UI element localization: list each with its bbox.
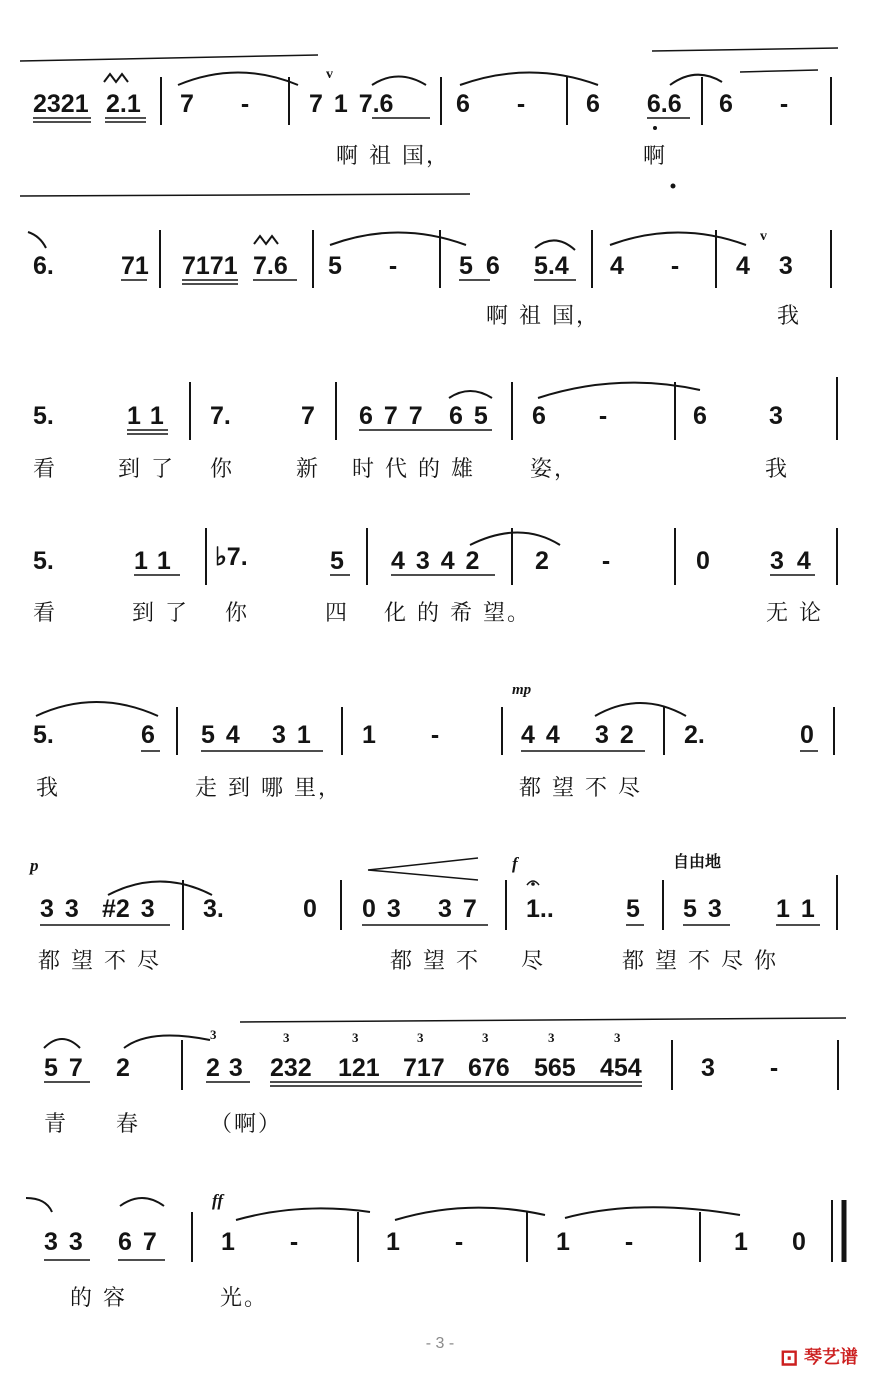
breath-mark: v [760,229,767,244]
note-group: 6 7 7 [359,402,423,430]
logo-icon: ⊡ [780,1345,799,1370]
note-group: 3 [769,402,783,430]
lyric-text: 看 [33,601,58,626]
dynamic-marking: f [512,854,518,873]
note-group: 6 - [532,402,608,430]
lyric-text: 到 了 [118,457,175,482]
lyric-text: 都 望 不 尽 你 [622,949,778,974]
note-group: 0 [696,547,710,575]
lyric-text: 无 论 [766,601,823,626]
lyric-text: 都 望 不 尽 [519,776,642,801]
lyric-text: 青 [44,1112,69,1137]
lyric-text: 走 到 哪 里， [195,776,342,801]
lyric-text: （啊） [210,1112,283,1137]
note-group: 3 3 [44,1228,83,1256]
row-6-graphics [40,858,837,930]
triplet-marker: 3 [352,1030,359,1045]
note-group: 3 - [701,1054,779,1082]
note-group: 3 2 [595,721,634,749]
lyric-text: 啊 [643,144,668,169]
note-group: 5. [33,547,54,575]
page-number: - 3 - [425,1335,455,1352]
note-group: 2 - [535,547,611,575]
row-3-graphics [127,377,837,440]
lyric-text: 春 [116,1112,141,1137]
lyric-text: 尽 [521,949,546,974]
note-group: 5.4 [534,252,569,280]
triplet-marker: 3 [482,1030,489,1045]
note-group: 5 [330,547,344,575]
note-group: 3 4 [770,547,811,575]
note-group: 1.. [526,895,554,923]
note-group: 121 [338,1054,380,1082]
note-group: 0 [800,721,814,749]
row-5-graphics [36,702,834,755]
note-group: 1 - [362,721,440,749]
note-group: 676 [468,1054,510,1082]
note-group: 4 - [610,252,680,280]
note-group: 6 [693,402,707,430]
triplet-marker: 3 [614,1030,621,1045]
lyric-text: 你 [225,601,250,626]
note-group: 2 [116,1054,130,1082]
note-group: 5 7 [44,1054,83,1082]
note-group: 7 - [180,90,250,118]
note-group: 3. [203,895,224,923]
note-group: 3 1 [272,721,311,749]
note-group: 5 6 [459,252,500,280]
note-group: 3 3 [40,895,79,923]
note-group: 6 [141,721,155,749]
note-group: 6. [33,252,54,280]
note-group: 7.6 [253,252,288,280]
triplet-marker: 3 [283,1030,290,1045]
site-logo[interactable] [780,1344,876,1372]
note-group: 2.1 [106,90,141,118]
note-group: 4 3 4 2 [391,547,480,575]
note-group: 5 4 [201,721,240,749]
note-group: 6 - [456,90,526,118]
lyric-text: 姿， [530,457,579,482]
lyric-text: 我 [36,776,61,801]
dynamic-marking: p [30,856,39,875]
triplet-marker: 3 [548,1030,555,1045]
note-group: 5 - [328,252,398,280]
lyric-text: 的 容 [70,1286,127,1311]
triplet-marker: 3 [210,1027,217,1042]
lyric-text: 四 [325,601,350,626]
note-group: 7 1 7.6 [309,90,394,118]
row-1-graphics [20,48,838,189]
note-group: 454 [600,1054,642,1082]
note-group: 6 5 [449,402,488,430]
lyric-text: 看 [33,457,58,482]
note-group: 2 3 [206,1054,243,1082]
note-group: 7171 [182,252,238,280]
note-group: 0 [792,1228,806,1256]
note-group: 1 [734,1228,748,1256]
note-group: 3 7 [438,895,477,923]
note-group: 5. [33,721,54,749]
dynamic-marking: ff [212,1191,224,1210]
note-group: 0 [303,895,317,923]
note-group: 5. [33,402,54,430]
note-group: 1 1 [134,547,171,575]
lyric-text: 你 [210,457,235,482]
lyric-text: 啊 祖 国， [336,144,450,169]
note-group: 2321 [33,90,89,118]
lyric-text: 化 的 希 望。 [384,601,531,626]
lyric-text: 时 代 的 雄 [352,457,475,482]
note-group: 5 [626,895,640,923]
lyric-text: 我 [765,457,790,482]
tempo-marking: 自由地 [673,852,722,871]
note-group: 1 - [221,1228,299,1256]
dynamic-marking: mp [512,682,532,698]
note-group: 6 7 [118,1228,157,1256]
note-group: 5 3 [683,895,722,923]
lyric-text: 啊 祖 国， [486,304,600,329]
row-7-graphics [44,1018,846,1090]
lyric-text: 都 望 不 [390,949,480,974]
lyric-text: 我 [777,304,802,329]
note-group: 4 3 [736,252,793,280]
note-group: 6 6.6 [586,90,682,118]
row-4-graphics [134,528,837,585]
row-8-graphics [26,1198,844,1262]
lyric-text: 都 望 不 尽 [38,949,161,974]
breath-mark: v [326,67,333,82]
note-group: 7 [301,402,315,430]
note-group: 717 [403,1054,445,1082]
note-group: 232 [270,1054,312,1082]
note-group: 1 1 [776,895,815,923]
note-group: 1 - [556,1228,634,1256]
note-group: 0 3 [362,895,401,923]
logo-text: 琴艺谱 [804,1347,858,1368]
note-group: 565 [534,1054,576,1082]
note-group: ♭7. [215,543,248,571]
note-group: 1 1 [127,402,164,430]
note-group: 1 - [386,1228,464,1256]
triplet-marker: 3 [417,1030,424,1045]
lyric-text: 光。 [220,1286,269,1311]
note-group: #2 3 [102,895,155,923]
lyric-text: 到 了 [132,601,189,626]
note-group: 4 4 [521,721,560,749]
lyric-text: 新 [296,457,321,482]
note-group: 7. [210,402,231,430]
note-group: 2. [684,721,705,749]
note-group: 71 [121,252,149,280]
note-group: 6 - [719,90,789,118]
row-2-graphics [20,194,831,288]
